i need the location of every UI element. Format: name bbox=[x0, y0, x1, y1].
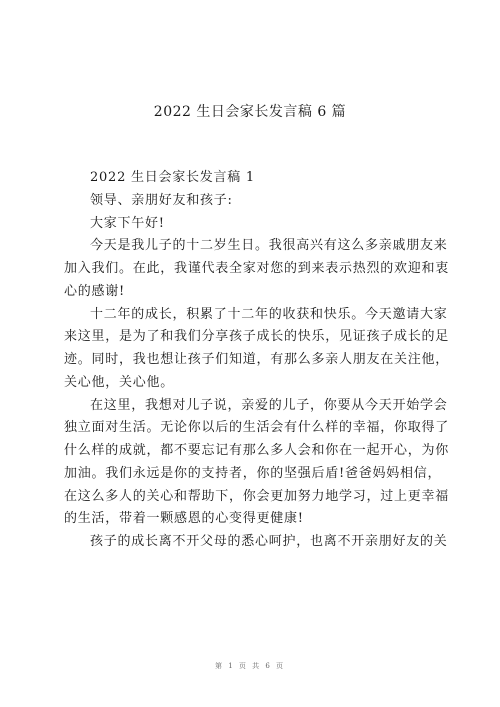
paragraph-line: 关心他，关心他。 bbox=[64, 374, 175, 390]
paragraph-line: 心的感谢! bbox=[64, 283, 125, 299]
page-footer: 第 1 页 共 6 页 bbox=[214, 662, 286, 670]
paragraph-line: 的生活，带着一颗感恩的心变得更健康! bbox=[64, 511, 304, 527]
paragraph-line: 加入我们。在此，我谨代表全家对您的到来表示热烈的欢迎和衷 bbox=[64, 261, 450, 276]
paragraph-line: 孩子的成长离不开父母的悉心呵护，也离不开亲朋好友的关 bbox=[90, 534, 448, 549]
paragraph-line: 十二年的成长，积累了十二年的收获和快乐。今天邀请大家 bbox=[90, 306, 448, 322]
paragraph-line: 什么样的成就，都不要忘记有那么多人会和你在一起开心，为你 bbox=[64, 443, 450, 458]
section-heading: 2022 生日会家长发言稿 1 bbox=[90, 170, 255, 185]
paragraph-line: 迹。同时，我也想让孩子们知道，有那么多亲人朋友在关注他， bbox=[64, 352, 450, 367]
salutation: 领导、亲朋好友和孩子: bbox=[90, 192, 233, 208]
paragraph-line: 在这么多人的关心和帮助下，你会更加努力地学习，过上更幸福 bbox=[64, 488, 450, 504]
paragraph-line: 独立面对生活。无论你以后的生活会有什么样的幸福，你取得了 bbox=[64, 420, 450, 436]
greeting: 大家下午好! bbox=[90, 215, 165, 231]
document-body bbox=[64, 167, 450, 554]
paragraph-line: 今天是我儿子的十二岁生日。我很高兴有这么多亲戚朋友来 bbox=[90, 238, 448, 254]
paragraph-line: 加油。我们永远是你的支持者，你的坚强后盾!爸爸妈妈相信， bbox=[64, 465, 442, 481]
paragraph-line: 来这里，是为了和我们分享孩子成长的快乐，见证孩子成长的足 bbox=[64, 329, 450, 345]
document-title: 2022 生日会家长发言稿 6 篇 bbox=[153, 104, 347, 120]
paragraph-line: 在这里，我想对儿子说，亲爱的儿子，你要从今天开始学会 bbox=[90, 397, 448, 413]
